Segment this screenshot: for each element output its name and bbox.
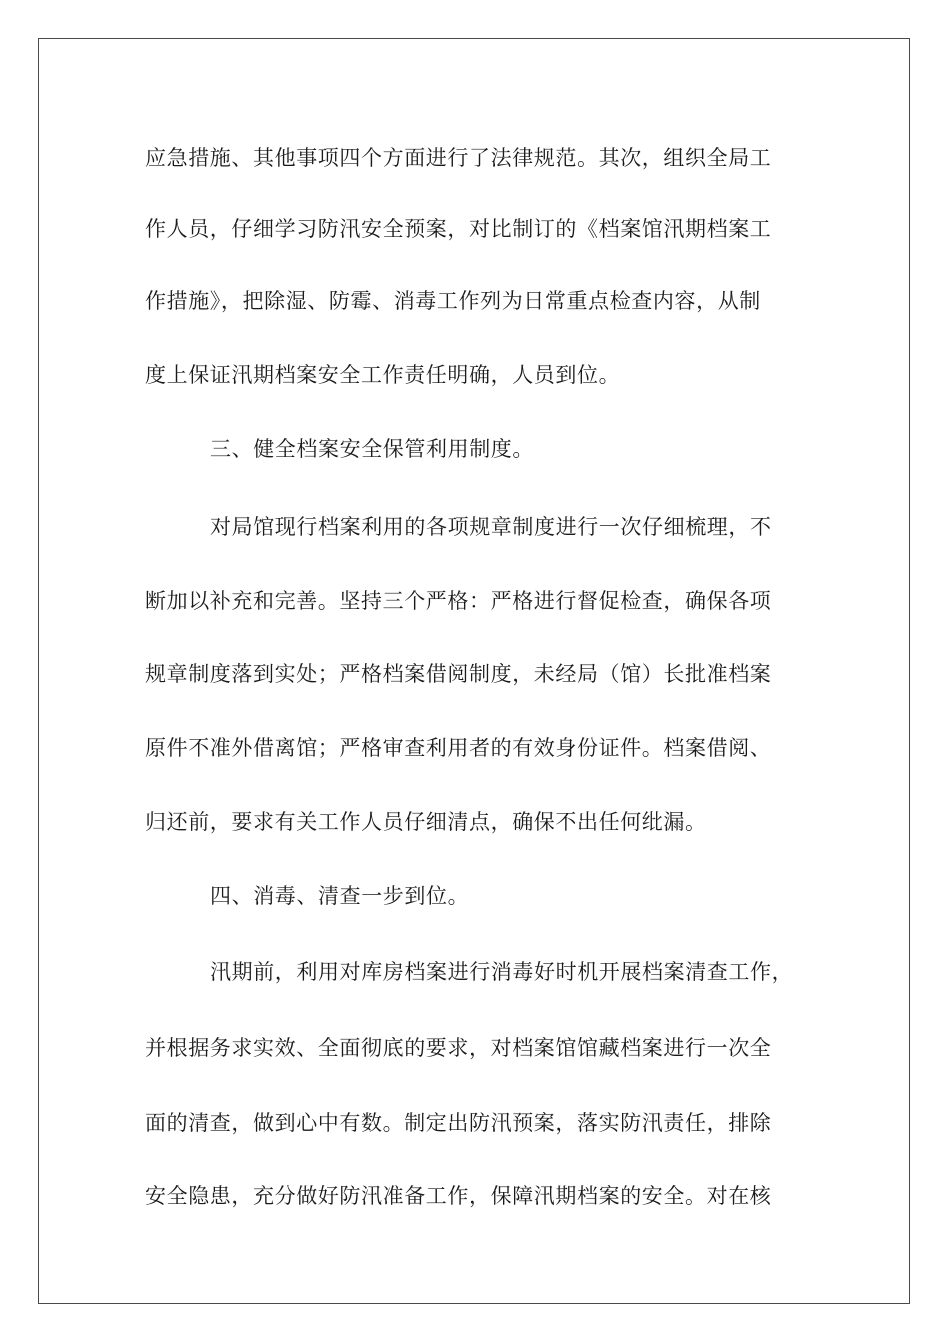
text-line: 归还前，要求有关工作人员仔细清点，确保不出任何纰漏。 <box>145 810 707 834</box>
text-line: 作措施》，把除湿、防霉、消毒工作列为日常重点检查内容，从制 <box>145 289 761 313</box>
text-line: 面的清查，做到心中有数。制定出防汛预案，落实防汛责任，排除 <box>145 1111 772 1135</box>
section-heading-four: 四、消毒、清查一步到位。 <box>210 884 470 908</box>
text-line: 汛期前，利用对库房档案进行消毒好时机开展档案清查工作， <box>210 960 794 984</box>
section-heading-three: 三、健全档案安全保管利用制度。 <box>210 437 534 461</box>
text-line: 度上保证汛期档案安全工作责任明确，人员到位。 <box>145 363 621 387</box>
text-line: 应急措施、其他事项四个方面进行了法律规范。其次，组织全局工 <box>145 146 772 170</box>
text-line: 对局馆现行档案利用的各项规章制度进行一次仔细梳理，不 <box>210 515 772 539</box>
text-line: 规章制度落到实处；严格档案借阅制度，未经局（馆）长批准档案 <box>145 662 772 686</box>
text-line: 原件不准外借离馆；严格审查利用者的有效身份证件。档案借阅、 <box>145 736 772 760</box>
text-line: 并根据务求实效、全面彻底的要求，对档案馆馆藏档案进行一次全 <box>145 1036 772 1060</box>
text-line: 断加以补充和完善。坚持三个严格：严格进行督促检查，确保各项 <box>145 589 772 613</box>
text-line: 作人员，仔细学习防汛安全预案，对比制订的《档案馆汛期档案工 <box>145 217 772 241</box>
text-line: 安全隐患，充分做好防汛准备工作，保障汛期档案的安全。对在核 <box>145 1184 772 1208</box>
